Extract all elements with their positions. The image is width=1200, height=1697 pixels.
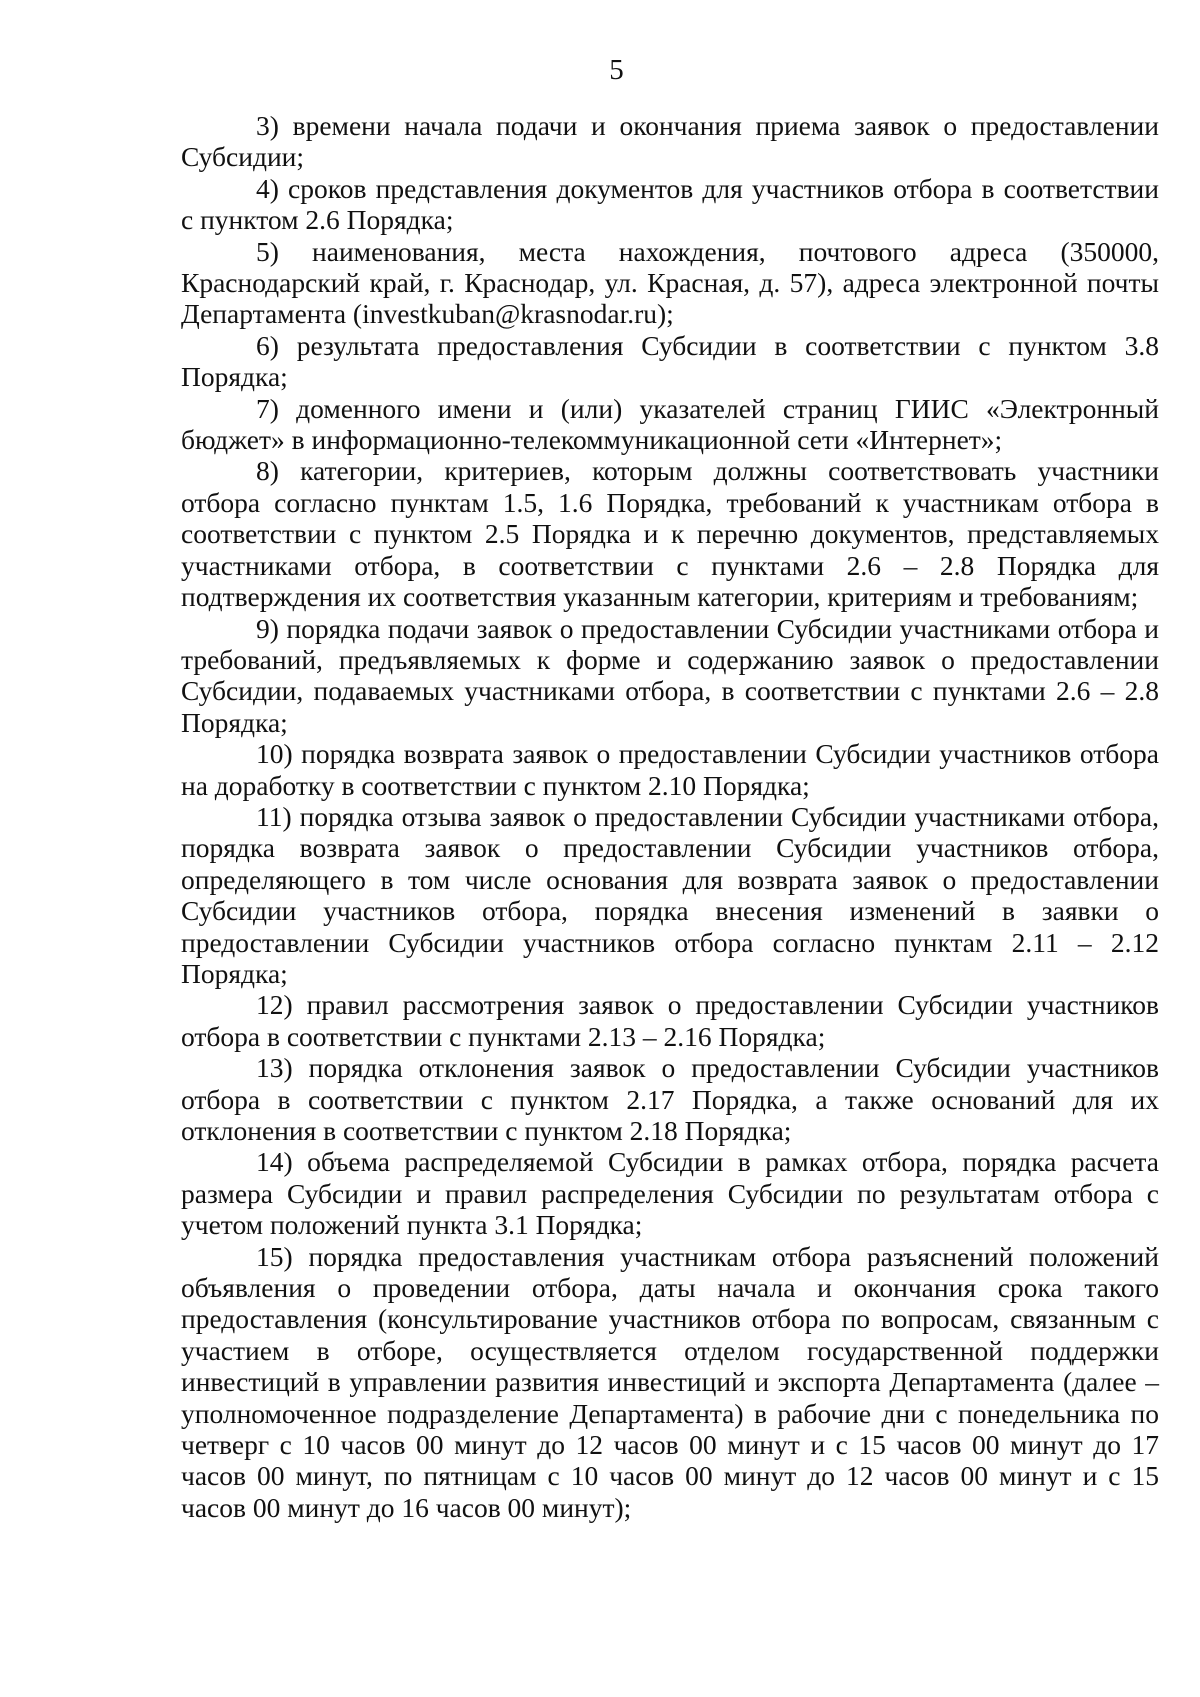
list-item-14: 14) объема распределяемой Субсидии в рамках отбора, порядка расчета размера Субсидии и правил распределения Субсидии по результатам отбора с учетом положений пункта 3.1 Порядка;: [181, 1146, 1159, 1241]
document-body: [181, 110, 1159, 1523]
list-item-13: 13) порядка отклонения заявок о предоставлении Субсидии участников отбора в соответствии с пунктом 2.17 Порядка, а также оснований для их отклонения в соответствии с пунктом 2.18 Порядка;: [181, 1052, 1159, 1146]
list-item-7: 7) доменного имени и (или) указателей страниц ГИИС «Электронный бюджет» в информационно-телекоммуникационной сети «Интернет»;: [181, 392, 1159, 456]
list-item-9: 9) порядка подачи заявок о предоставлении Субсидии участниками отбора и требований, предъявляемых к форме и содержанию заявок о предоставлении Субсидии, подаваемых участниками отбора, в соответствии с пунктами 2.6 – 2.8 Порядка;: [181, 612, 1159, 738]
list-item-8: 8) категории, критериев, которым должны соответствовать участники отбора согласно пунктам 1.5, 1.6 Порядка, требований к участникам отбора в соответствии с пунктом 2.5 Порядка и к перечню документов, представляемых участниками отбора, в соответствии с пунктами 2.6 – 2.8 Порядка для подтверждения их соответствия указанным категории, критериям и требованиям;: [181, 455, 1159, 613]
list-item-6: 6) результата предоставления Субсидии в соответствии с пунктом 3.8 Порядка;: [181, 329, 1159, 393]
list-item-12: 12) правил рассмотрения заявок о предоставлении Субсидии участников отбора в соответствии с пунктами 2.13 – 2.16 Порядка;: [181, 989, 1159, 1052]
list-item-11: 11) порядка отзыва заявок о предоставлении Субсидии участниками отбора, порядка возврата заявок о предоставлении Субсидии участников отбора, определяющего в том числе основания для возврата заявок о предоставлении Субсидии участников отбора, порядка внесения изменений в заявки о предоставлении Субсидии участников отбора согласно пунктам 2.11 – 2.12 Порядка;: [181, 800, 1159, 989]
list-item-5: 5) наименования, места нахождения, почтового адреса (350000, Краснодарский край, г. Краснодар, ул. Красная, д. 57), адреса электронной почты Департамента (investkuban@krasnodar.ru);: [181, 235, 1159, 330]
list-item-15: 15) порядка предоставления участникам отбора разъяснений положений объявления о проведении отбора, даты начала и окончания срока такого предоставления (консультирование участников отбора по вопросам, связанным с участием в отборе, осуществляется отделом государственной поддержки инвестиций в управлении развития инвестиций и экспорта Департамента (далее – уполномоченное подразделение Департамента) в рабочие дни с понедельника по четверг с 10 часов 00 минут до 12 часов 00 минут и с 15 часов 00 минут до 17 часов 00 минут, по пятницам с 10 часов 00 минут до 12 часов 00 минут и с 15 часов 00 минут до 16 часов 00 минут);: [181, 1240, 1159, 1523]
list-item-10: 10) порядка возврата заявок о предоставлении Субсидии участников отбора на доработку в соответствии с пунктом 2.10 Порядка;: [181, 738, 1159, 801]
list-item-3: 3) времени начала подачи и окончания приема заявок о предоставлении Субсидии;: [181, 110, 1159, 173]
page-number: 5: [609, 54, 624, 86]
list-item-4: 4) сроков представления документов для участников отбора в соответствии с пунктом 2.6 Порядка;: [181, 172, 1159, 236]
